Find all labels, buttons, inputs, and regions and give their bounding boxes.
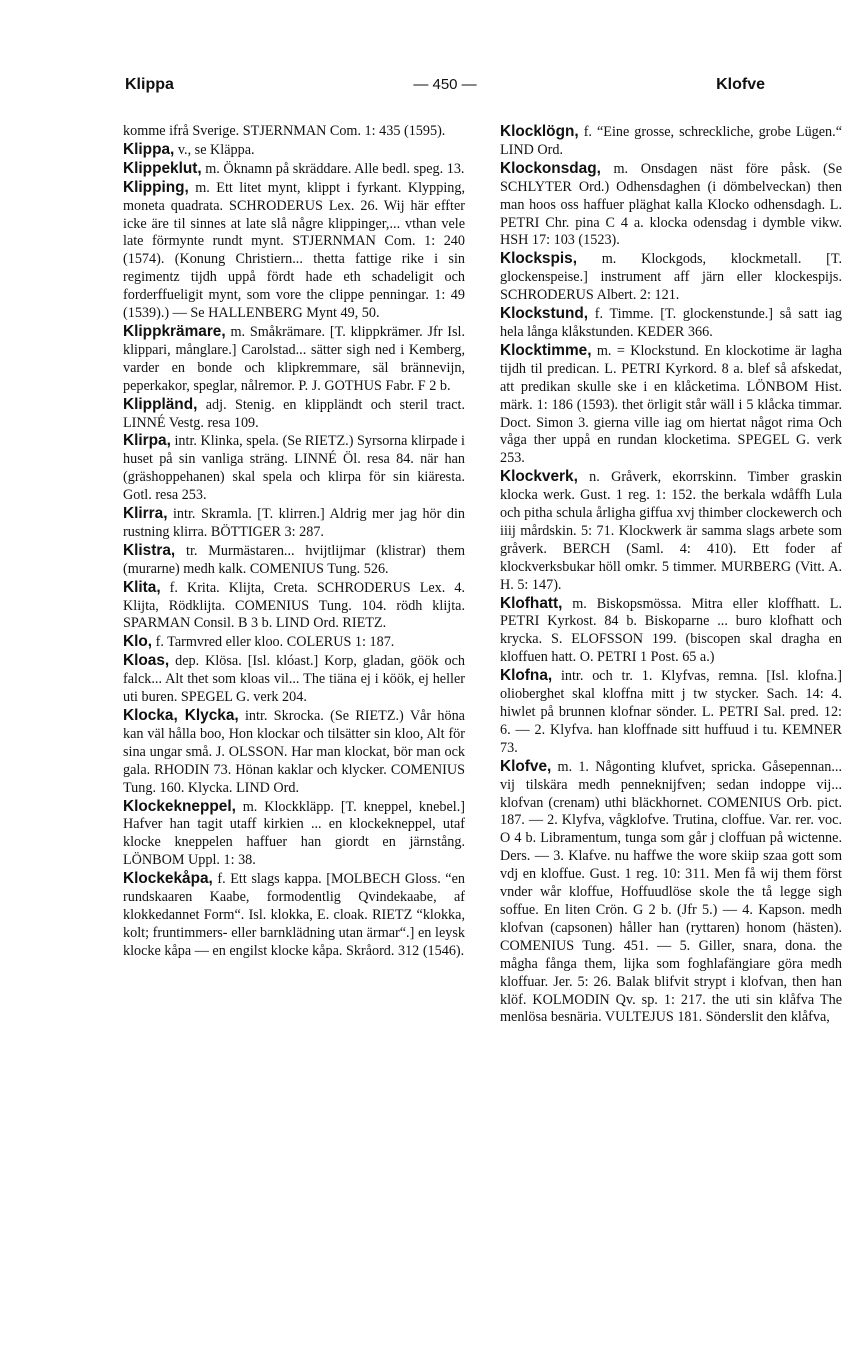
entry-headword: Klofve, bbox=[500, 757, 552, 775]
entry-headword: Klippeklut, bbox=[123, 159, 202, 177]
dictionary-entry bbox=[500, 342, 842, 468]
entry-text: f. “Eine grosse, schreckliche, grobe Lügen.“ LIND Ord. bbox=[500, 124, 842, 158]
page-number: — 450 — bbox=[413, 76, 477, 93]
entry-headword: Klistra, bbox=[123, 541, 176, 559]
entry-headword: Klirra, bbox=[123, 505, 168, 523]
dictionary-entry bbox=[123, 505, 465, 542]
entry-headword: Klirpa, bbox=[123, 432, 171, 450]
entry-headword: Klippa, bbox=[123, 140, 175, 158]
right-column bbox=[500, 123, 842, 1027]
dictionary-entry bbox=[123, 542, 465, 579]
entry-text: m. Biskopsmössa. Mitra eller kloffhatt. L. PETRI Kyrkost. 84 b. Biskoparne ... buro klofhatt och krycka. S. ELOFSSON 199. (biscopen skal dragha en kloffuen hatt. O. PETRI 1 Post. 65 a.) bbox=[500, 595, 842, 666]
dictionary-entry bbox=[123, 123, 465, 141]
dictionary-entry bbox=[123, 323, 465, 396]
entry-text: m. Ett litet mynt, klippt i fyrkant. Klypping, moneta quadrata. SCHRODERUS Lex. 26. Wij här effter icke äre til sinnes at late slå någre klippinger,... vthan vele late förmynte rundt mynt. STJERNMAN Com. 1: 240 (1574). (Konung Christiern... thetta fattige rike i sin regimentz tijdh uppå fördt hade eth schadeligit och forderffueligit mynt, som vore the clippe penningar. 1: 49 (1539).) — Se HALLENBERG Mynt 49, 50. bbox=[123, 179, 465, 322]
entry-text: f. Ett slags kappa. [MOLBECH Gloss. “en rundskaaren Kaabe, formodentlig Qvindekaabe, af klokkedannet Form“. Isl. klokka, E. cloak. RIETZ “klokka, kolt; fruntimmers- eller barnklädning utan ärmar“.] en leysk klocke kåpa — en engilst klocke kåpa. Skråord. 312 (1546). bbox=[123, 871, 465, 959]
entry-text: m. Klockgods, klockmetall. [T. glockenspeise.] instrument aff järn eller klockespijs. SCHRODERUS Albert. 2: 121. bbox=[500, 251, 842, 304]
dictionary-entry bbox=[500, 468, 842, 594]
entry-text: m. = Klockstund. En klockotime är lagha tijdh til predican. L. PETRI Kyrkord. 8 a. blef så afskedat, att predikan skulle ske i en klåcketima. LÖNBOM Hist. märk. 1: 186 (1593). thet örligit står wäll i 5 klåcka timmar. Doct. Simon 3. gierna ville iag om hiertat något rima Och våga ther uppå en rundan klocketima. SPEGEL G. verk 253. bbox=[500, 342, 842, 467]
left-column bbox=[123, 123, 465, 961]
dictionary-entry bbox=[123, 179, 465, 323]
entry-text: dep. Klösa. [Isl. klóast.] Korp, gladan, göök och falck... Alt thet som kloas vil... The tiäna ej i köök, ej heller uti buren. SPEGEL G. verk 204. bbox=[123, 653, 465, 706]
entry-headword: Klockstund, bbox=[500, 305, 589, 323]
entry-headword: Klocklögn, bbox=[500, 123, 579, 140]
dictionary-entry bbox=[500, 758, 842, 1028]
dictionary-entry bbox=[123, 707, 465, 798]
entry-text: v., se Kläppa. bbox=[174, 141, 255, 158]
entry-text: m. Onsdagen näst före påsk. (Se SCHLYTER Ord.) Odhensdaghen (i dömbelveckan) then man hoos oss haffuer pläghat kalla Klocko odhensdagh. L. PETRI Chr. pina C 4 a. klocka odensdag i dymble vikw. HSH 17: 103 (1523). bbox=[500, 160, 842, 249]
entry-text: m. Klockkläpp. [T. kneppel, knebel.] Hafver han tagit utaff kirkien ... en klockekneppel, utaf klocke kneppelen haffuer han giordt en järnstång. LÖNBOM Uppl. 1: 38. bbox=[123, 798, 465, 869]
page-header bbox=[125, 76, 765, 98]
dictionary-entry bbox=[123, 432, 465, 505]
dictionary-entry bbox=[500, 305, 842, 342]
entry-headword: Klockekneppel, bbox=[123, 797, 236, 815]
entry-headword: Klockspis, bbox=[500, 250, 577, 268]
entry-text: m. Öknamn på skräddare. Alle bedl. speg. 13. bbox=[201, 160, 465, 177]
entry-headword: Klita, bbox=[123, 578, 161, 596]
entry-headword: Klockonsdag, bbox=[500, 159, 601, 177]
entry-headword: Klockverk, bbox=[500, 468, 578, 486]
entry-text: intr. Klinka, spela. (Se RIETZ.) Syrsorna klirpade i huset på sin vanliga sträng. LINNÉ Öl. resa 84. när han (gräshoppehanen) skal spela och klirpa för sin kiäresta. Gotl. resa 253. bbox=[123, 433, 465, 504]
entry-headword: Klofhatt, bbox=[500, 594, 563, 612]
entry-headword: Klippkrämare, bbox=[123, 322, 226, 340]
dictionary-entry bbox=[500, 250, 842, 305]
dictionary-entry bbox=[123, 798, 465, 871]
entry-text: intr. Skramla. [T. klirren.] Aldrig mer jag hör din rustning klirra. BÖTTIGER 3: 287. bbox=[123, 506, 465, 540]
dictionary-entry bbox=[500, 123, 842, 160]
dictionary-entry bbox=[500, 595, 842, 668]
entry-text: tr. Murmästaren... hvijtlijmar (klistrar) them (murarne) medh kalk. COMENIUS Tung. 526. bbox=[123, 542, 465, 577]
entry-text: m. 1. Någonting klufvet, spricka. Gåsepennan... vij tilskära medh penneknijfven; sedan indoppe vij... klofvan (crenam) uthi bläckhornet. COMENIUS Orb. pict. 187. — 2. Klyfva, vågklofve. Trutina, cloffue. Var. rer. voc. O 4 b. Libramentum, tunga som går j cloffuan på wictenne. Ders. — 3. Klafve. nu haffwe the wore skiip szaa gott som vdj en kloffue. Gust. 1 reg. 10: 311. Men få wij them först vnder wår kloffue, Hoffuudlöse skole the tå legge sigh soffue. En liten Crön. G 2 b. (Jfr 5.) — 4. Kapson. medh klofvan (capsonen) håller han (ryttaren) honom (hästen). COMENIUS Tung. 451. — 5. Giller, snara, dona. the mågha fånga them, lijka som foghlafängiare göra medh kloffuar. Jer. 5: 26. Balak blifvit strypt i klofvan, then han klöf. KOLMODIN Qv. sp. 1: 217. the uti sin klåfva The menlösa besnäria. VULTEJUS 181. Sönderslit den klåfva, bbox=[500, 758, 842, 1026]
entry-headword: Klofna, bbox=[500, 667, 553, 685]
dictionary-entry bbox=[123, 160, 465, 179]
entry-text: f. Krita. Klijta, Creta. SCHRODERUS Lex. 4. Klijta, Rödklijta. COMENIUS Tung. 104. rödh klijta. SPARMAN Consil. B 3 b. LIND Ord. RIETZ. bbox=[123, 579, 465, 632]
dictionary-entry bbox=[123, 579, 465, 634]
entry-text: f. Tarmvred eller kloo. COLERUS 1: 187. bbox=[152, 634, 395, 651]
dictionary-entry bbox=[123, 141, 465, 160]
entry-headword: Klippländ, bbox=[123, 395, 198, 413]
dictionary-entry bbox=[500, 667, 842, 758]
entry-headword: Klipping, bbox=[123, 178, 189, 196]
entry-headword: Klo, bbox=[123, 633, 153, 651]
entry-text: adj. Stenig. en klippländt och steril tract. LINNÉ Vestg. resa 109. bbox=[123, 396, 465, 431]
dictionary-entry bbox=[123, 652, 465, 707]
dictionary-entry bbox=[123, 870, 465, 961]
entry-text: komme ifrå Sverige. STJERNMAN Com. 1: 435 (1595). bbox=[123, 123, 446, 139]
dictionary-entry bbox=[500, 160, 842, 251]
dictionary-entry bbox=[123, 633, 465, 652]
entry-headword: Kloas, bbox=[123, 652, 170, 670]
entry-text: f. Timme. [T. glockenstunde.] så satt iag hela långa klåkstunden. KEDER 366. bbox=[500, 306, 842, 340]
entry-text: n. Gråverk, ekorrskinn. Timber graskin klocka werk. Gust. 1 reg. 1: 152. the berkala wdåffh Lula och pitha schula årligha giffua xvj thimber clockewerch och iiij mårdskin. 5: 71. Klockwerk är samma slags arbete som gråverk. BERCH (Saml. 4: 410). Ett foder af klockverksbukar höll omkr. 5 timmer. MURBERG (Vitt. A. H. 5: 147). bbox=[500, 469, 842, 593]
running-head-right: Klofve bbox=[716, 76, 765, 93]
entry-headword: Klocka, Klycka, bbox=[123, 707, 239, 724]
entry-text: intr. Skrocka. (Se RIETZ.) Vår höna kan väl hålla boo, Hon klockar och tilsätter sin kloo, Alt för sina ungar små. J. OLSSON. Har man klockat, bör man ock gala. RHODIN 73. Hönan kaklar och klycker. COMENIUS Tung. 160. Klycka. LIND Ord. bbox=[123, 708, 465, 796]
entry-text: m. Småkrämare. [T. klippkrämer. Jfr Isl. klippari, månglare.] Carolstad... sätter sigh ned i Kemberg, varder en bonde och klipkremmare, säl brännevijn, peperkakor, speglar, nålremor. P. J. GOTHUS Fabr. F 2 b. bbox=[123, 323, 465, 394]
entry-headword: Klocktimme, bbox=[500, 341, 592, 359]
entry-headword: Klockekåpa, bbox=[123, 870, 213, 888]
running-head-left: Klippa bbox=[125, 76, 174, 93]
entry-text: intr. och tr. 1. Klyfvas, remna. [Isl. klofna.] olioberghet skal kloffna mitt j tw stycker. Sach. 14: 4. hiwlet på brunnen klofnar sönder. L. PETRI Sal. pred. 12: 6. — 2. Klyfva. han kloffnade sitt huffuud i tu. KEMNER 73. bbox=[500, 668, 842, 756]
dictionary-entry bbox=[123, 396, 465, 433]
